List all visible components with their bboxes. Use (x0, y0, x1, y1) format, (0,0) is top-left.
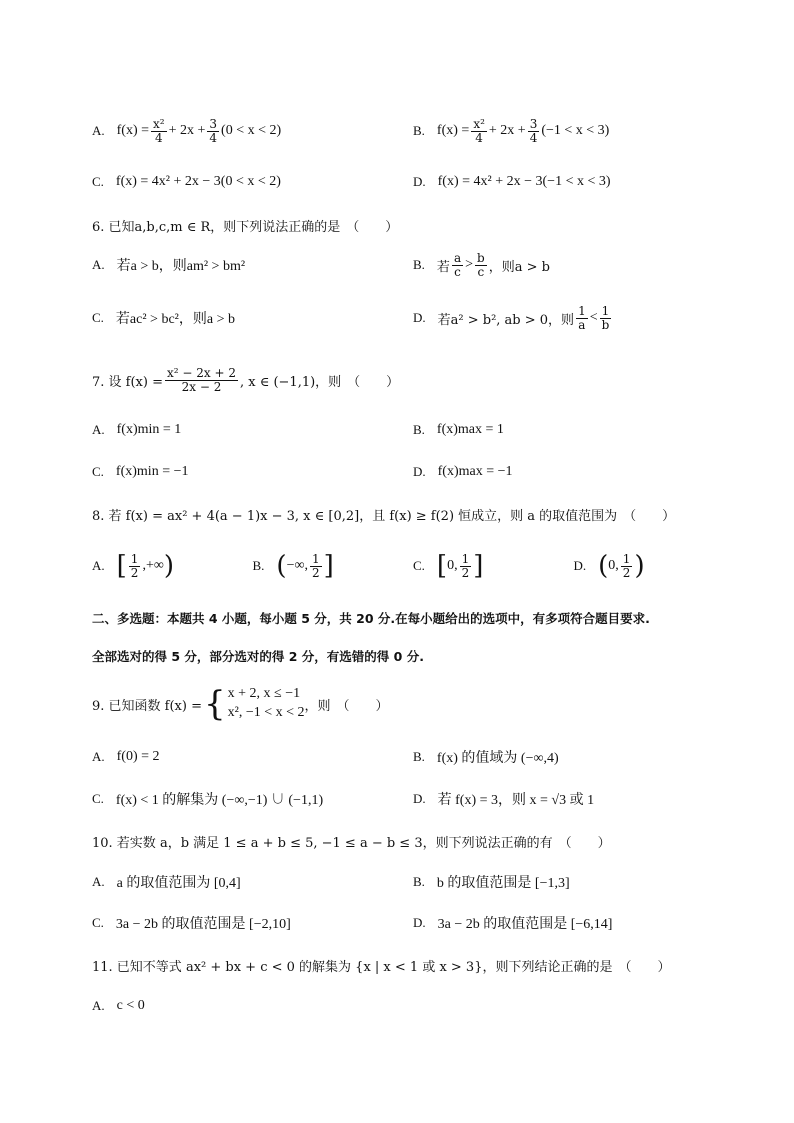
function-notation: f(x) = (436, 123, 470, 138)
option-text: a 的取值范围为 [0,4] (116, 876, 241, 891)
fraction-denominator: 2x − 2 (181, 379, 222, 394)
option-text: 若a² > b², ab > 0，则 (437, 312, 575, 328)
option-text: 3a − 2b 的取值范围是 [−2,10] (115, 917, 291, 932)
fraction-denominator: 4 (475, 130, 483, 145)
option-text: f(0) = 2 (116, 749, 160, 764)
section-instructions (92, 646, 734, 666)
fraction-denominator: c (477, 264, 485, 279)
q7-options-row-1 (92, 420, 734, 440)
option-label: A. (92, 422, 105, 437)
option-label: D. (413, 791, 426, 806)
q7-option-c (92, 464, 413, 480)
fraction-numerator: 1 (622, 551, 631, 566)
option-text: 若 f(x) = 3，则 x = √3 或 1 (437, 793, 595, 808)
answer-paren: （ ） (347, 374, 400, 390)
q7-option-b (413, 422, 734, 438)
interval-start: 0, (447, 558, 458, 573)
bracket: ( (598, 551, 609, 581)
q9-option-d (413, 789, 734, 809)
q8-option-c (413, 553, 574, 579)
option-text: f(x) 的值域为 (−∞,4) (436, 751, 559, 766)
option-text: 若 (436, 259, 450, 275)
question-text: ，则 (304, 698, 331, 714)
fraction-denominator: b (601, 317, 610, 332)
domain-condition: (−1 < x < 3) (541, 123, 610, 138)
option-text: f(x)min = −1 (115, 464, 189, 479)
section-instructions-line: 全部选对的得 5 分，部分选对的得 2 分，有选错的得 0 分. (92, 649, 424, 664)
q9-option-c (92, 789, 413, 809)
section-heading-line: 二、多选题：本题共 4 小题，每小题 5 分，共 20 分.在每小题给出的选项中，有多项符合题目要求. (92, 611, 650, 626)
q6-option-a (92, 252, 413, 278)
operator: < (589, 310, 598, 325)
q9-option-a (92, 747, 413, 767)
fraction (151, 118, 167, 144)
option-label: D. (413, 310, 426, 325)
q6-options-row-1 (92, 250, 734, 279)
fraction-numerator: 1 (130, 551, 139, 566)
q10-option-d (413, 913, 734, 933)
fraction-denominator: a (578, 317, 586, 332)
expression-mid: + 2x + (168, 123, 206, 138)
fraction-denominator: 2 (622, 565, 631, 580)
q6-option-b (413, 252, 734, 278)
q5-option-b (413, 118, 734, 144)
bracket: [ (116, 551, 127, 581)
option-label: D. (413, 174, 426, 189)
domain-condition: (0 < x < 2) (221, 123, 282, 138)
option-label: B. (413, 749, 425, 764)
option-text: 3a − 2b 的取值范围是 [−6,14] (437, 917, 613, 932)
fraction-denominator: 4 (209, 130, 218, 145)
answer-paren: （ ） (558, 835, 611, 851)
section-heading (92, 608, 734, 628)
bracket: ] (473, 551, 484, 581)
q7-options-row-2 (92, 462, 734, 482)
answer-paren: （ ） (336, 698, 389, 714)
q7-stem (92, 362, 734, 398)
q8-option-d (574, 553, 735, 579)
q9-options-row-1 (92, 746, 734, 768)
option-expression: f(x) = 4x² + 2x − 3(−1 < x < 3) (437, 174, 611, 189)
q5-options-row-1 (92, 112, 734, 150)
answer-paren: （ ） (618, 959, 671, 975)
interval-start: −∞, (286, 558, 308, 573)
q6-stem (92, 214, 734, 236)
fraction (621, 553, 633, 579)
case-line: x + 2, x ≤ −1 (227, 686, 301, 702)
q11-options-row-1 (92, 995, 734, 1017)
fraction-numerator: 3 (529, 116, 538, 131)
fraction-numerator: x² − 2x + 2 (166, 365, 236, 380)
q6-option-c (92, 305, 413, 331)
q5-option-c (92, 174, 413, 190)
fraction (460, 553, 472, 579)
fraction-numerator: 1 (578, 303, 586, 318)
answer-paren: （ ） (623, 508, 676, 524)
q7-option-d (413, 464, 734, 480)
operator: > (465, 257, 473, 272)
bracket: ] (323, 551, 334, 581)
question-text: 10. 若实数 a，b 满足 1 ≤ a + b ≤ 5, −1 ≤ a − b ≤ 3，则下列说法正确的有 (92, 835, 553, 851)
option-text: 若a > b，则am² > bm² (116, 259, 246, 274)
fraction-numerator: 1 (311, 551, 320, 566)
fraction-denominator: 4 (529, 130, 538, 145)
q8-option-a (92, 553, 253, 579)
q10-options-row-2 (92, 912, 734, 934)
option-label: A. (92, 123, 105, 138)
function-notation: f(x) = (116, 123, 150, 138)
option-label: C. (92, 464, 104, 479)
brace-icon: { (203, 684, 226, 724)
option-label: B. (413, 257, 425, 272)
option-text: f(x) < 1 的解集为 (−∞,−1) ∪ (−1,1) (115, 793, 324, 808)
fraction-denominator: 4 (155, 130, 163, 145)
option-label: C. (92, 310, 104, 325)
q10-option-c (92, 913, 413, 933)
fraction-numerator: x² (153, 116, 165, 131)
q8-options-row (92, 544, 734, 588)
q10-option-b (413, 872, 734, 892)
case-line: x², −1 < x < 2 (227, 705, 305, 720)
option-text: f(x)max = −1 (437, 464, 513, 479)
expression-mid: + 2x + (488, 123, 526, 138)
option-label: D. (413, 464, 426, 479)
bracket: ) (634, 551, 645, 581)
option-label: C. (92, 915, 104, 930)
answer-paren: （ ） (346, 219, 399, 235)
fraction (471, 118, 487, 144)
option-label: B. (252, 558, 265, 573)
q6-option-d (413, 305, 734, 331)
fraction-numerator: a (453, 250, 462, 265)
q7-option-a (92, 422, 413, 438)
option-text: f(x)max = 1 (436, 422, 504, 437)
fraction-denominator: c (454, 264, 461, 279)
q5-option-a (92, 118, 413, 144)
q6-options-row-2 (92, 303, 734, 332)
bracket: ) (163, 551, 174, 581)
option-label: D. (573, 558, 587, 573)
fraction-numerator: 1 (601, 303, 610, 318)
option-text: f(x)min = 1 (116, 422, 182, 437)
q9-option-b (413, 747, 734, 767)
q10-option-a (92, 872, 413, 892)
fraction (129, 553, 141, 579)
q5-option-d (413, 174, 734, 190)
q11-stem (92, 954, 734, 976)
option-label: A. (92, 998, 105, 1013)
question-text: 8. 若 f(x) = ax² + 4(a − 1)x − 3, x ∈ [0,2]，且 f(x) ≥ f(2) 恒成立，则 a 的取值范围为 (92, 508, 618, 524)
q10-options-row-1 (92, 871, 734, 893)
fraction-denominator: 2 (461, 565, 470, 580)
fraction (576, 305, 588, 331)
option-label: C. (92, 791, 104, 806)
bracket: [ (436, 551, 448, 581)
fraction-numerator: x² (473, 116, 485, 131)
fraction (165, 367, 238, 393)
question-text: 9. 已知函数 f(x) = (92, 698, 202, 714)
interval-end: ,+∞ (142, 558, 164, 573)
option-label: C. (413, 558, 425, 573)
q8-stem (92, 503, 734, 525)
option-text: c < 0 (116, 998, 145, 1013)
option-label: B. (413, 123, 425, 138)
fraction-denominator: 2 (130, 565, 139, 580)
interval-start: 0, (608, 558, 619, 573)
q5-options-row-2 (92, 172, 734, 192)
q10-stem (92, 830, 734, 852)
option-label: A. (92, 749, 105, 764)
fraction-denominator: 2 (311, 565, 320, 580)
option-text: b 的取值范围是 [−1,3] (436, 876, 570, 891)
piecewise-cases (228, 685, 305, 723)
option-text: ，则a > b (488, 259, 550, 275)
option-label: B. (413, 874, 425, 889)
fraction (452, 252, 463, 278)
fraction-numerator: 3 (209, 116, 218, 131)
option-text: 若ac² > bc²，则a > b (115, 312, 235, 327)
fraction (475, 252, 487, 278)
q11-option-a (92, 998, 417, 1014)
bracket: ( (276, 551, 287, 581)
fraction (528, 118, 540, 144)
q8-option-b (253, 553, 414, 579)
option-label: A. (92, 558, 105, 573)
option-expression: f(x) = 4x² + 2x − 3(0 < x < 2) (115, 174, 281, 189)
option-label: B. (413, 422, 425, 437)
option-label: A. (92, 257, 105, 272)
option-label: A. (92, 874, 105, 889)
question-text: , x ∈ (−1,1)，则 (239, 374, 342, 390)
option-label: D. (413, 915, 426, 930)
fraction-numerator: b (477, 250, 485, 265)
option-label: C. (92, 174, 104, 189)
fraction (600, 305, 612, 331)
question-text: 11. 已知不等式 ax² + bx + c < 0 的解集为 {x | x < 1 或 x > 3}，则下列结论正确的是 (92, 959, 613, 975)
fraction (207, 118, 219, 144)
question-text: 7. 设 f(x) = (92, 374, 163, 390)
q9-stem (92, 684, 734, 724)
fraction-numerator: 1 (461, 551, 470, 566)
q9-options-row-2 (92, 788, 734, 810)
fraction (310, 553, 322, 579)
question-text: 6. 已知a,b,c,m ∈ R，则下列说法正确的是 (92, 219, 341, 235)
